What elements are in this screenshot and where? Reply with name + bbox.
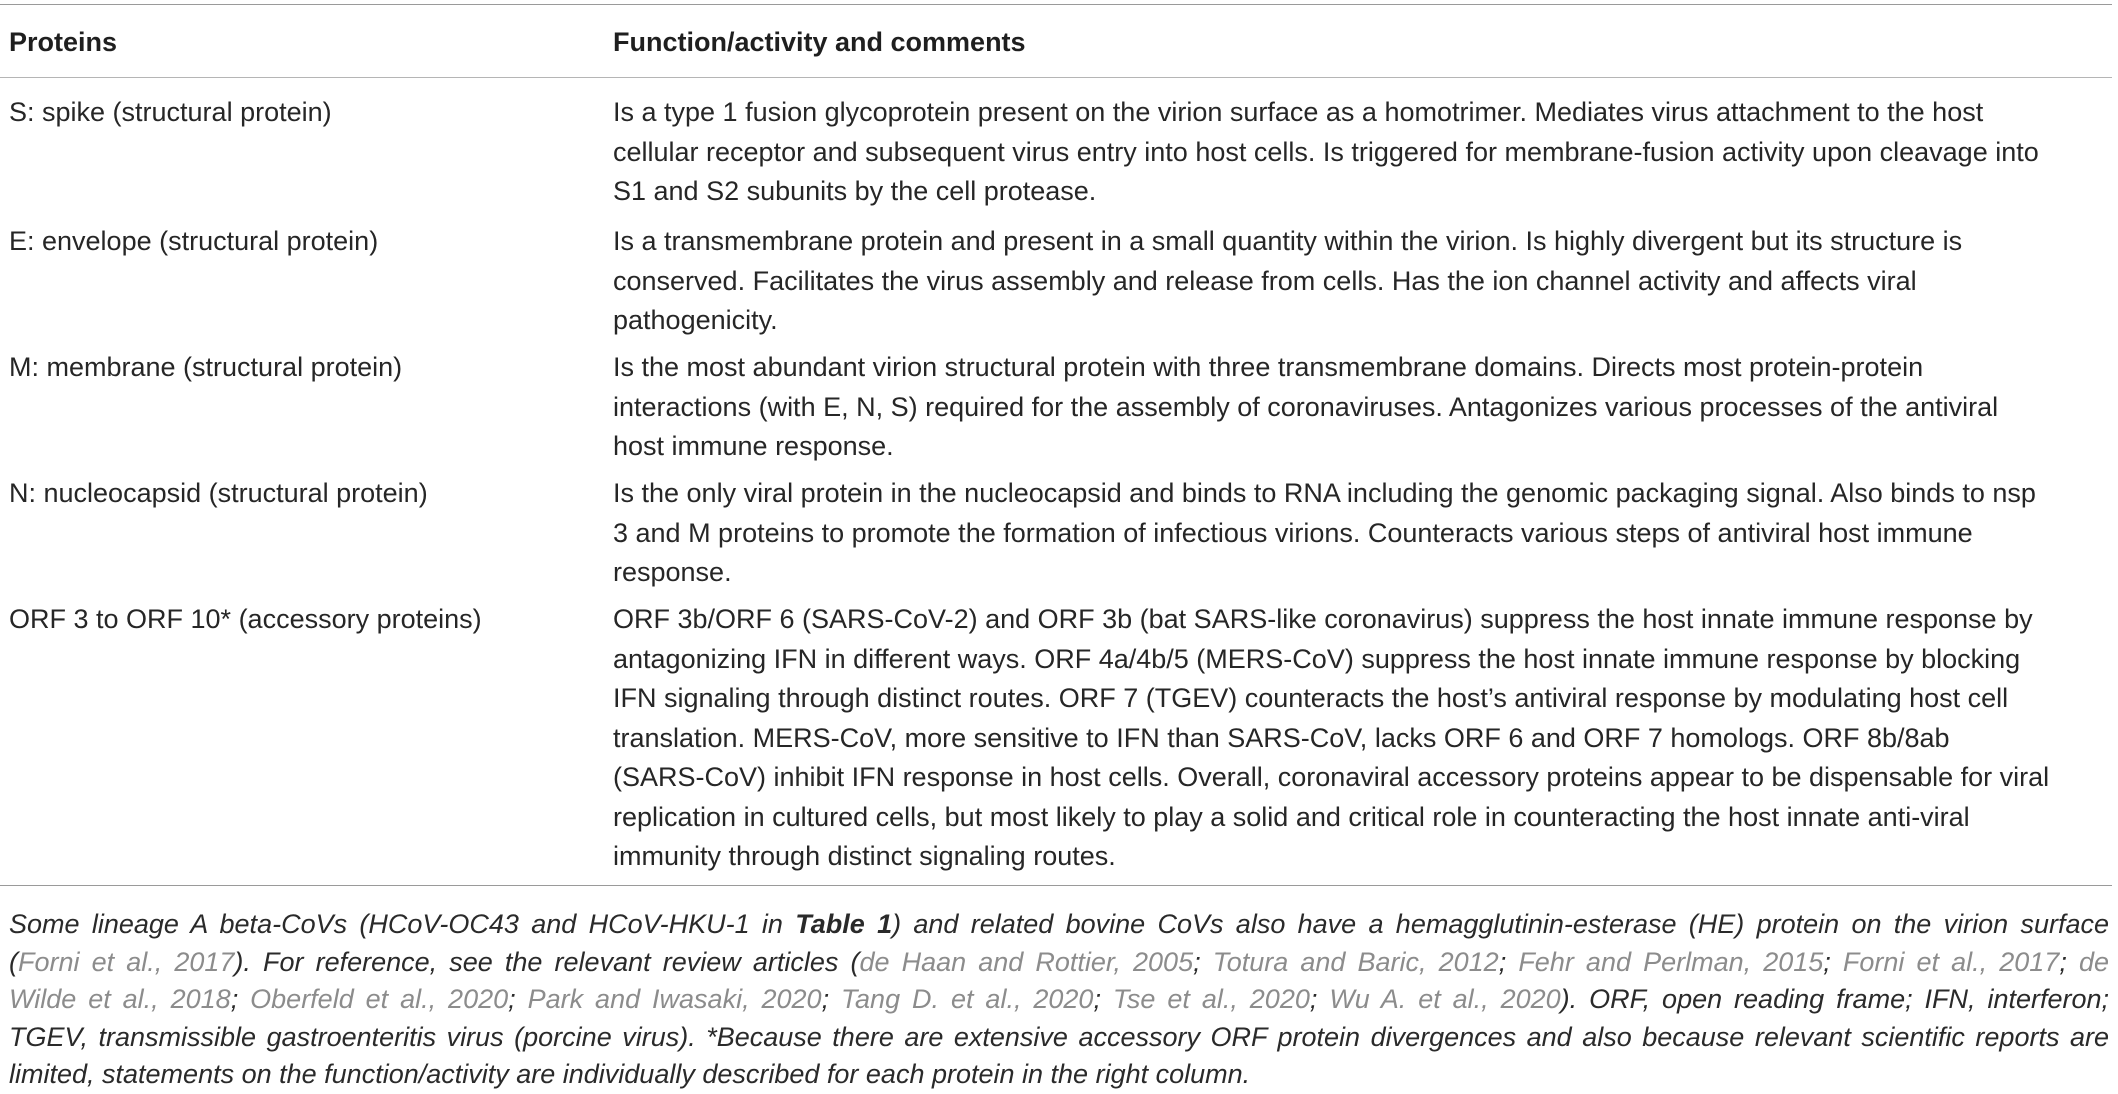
footnote-text: Some lineage A beta-CoVs (HCoV-OC43 and HCoV-HKU-1 in — [9, 909, 796, 939]
protein-name: M: membrane (structural protein) — [9, 352, 403, 382]
function-line: replication in cultured cells, but most likely to play a solid and critical role in counteracting the host innate anti-viral — [613, 801, 1970, 832]
protein-name: ORF 3 to ORF 10* (accessory proteins) — [9, 604, 482, 634]
protein-function — [613, 474, 2113, 593]
citation-link[interactable]: Forni et al., 2017 — [1842, 946, 2060, 977]
protein-function — [613, 600, 2113, 877]
function-line: cellular receptor and subsequent virus entry into host cells. Is triggered for membrane-fusion activity upon cleavage into — [613, 136, 2039, 167]
footnote-separator: ; — [1193, 946, 1213, 977]
footnote-text: ). For reference, see the relevant review articles ( — [234, 946, 860, 977]
citation-link[interactable]: Wilde et al., 2018 — [9, 984, 231, 1014]
protein-name: S: spike (structural protein) — [9, 97, 332, 127]
footnote-separator: ; — [1309, 984, 1330, 1014]
function-line: host immune response. — [613, 431, 894, 461]
citation-link[interactable]: Park and Iwasaki, 2020 — [527, 984, 822, 1014]
function-line: conserved. Facilitates the virus assembly and release from cells. Has the ion channel activity and affects viral — [613, 265, 1917, 296]
footnote-text: ). ORF, open reading frame; IFN, interferon; — [1560, 984, 2110, 1014]
footnote-line — [9, 981, 2109, 1019]
header-rule — [0, 77, 2112, 78]
footnote-separator: ; — [1823, 946, 1843, 977]
function-line: Is the most abundant virion structural protein with three transmembrane domains. Directs most protein-protein — [613, 352, 1924, 382]
function-line: Is the only viral protein in the nucleocapsid and binds to RNA including the genomic packaging signal. Also binds to nsp — [613, 478, 2036, 508]
protein-name: E: envelope (structural protein) — [9, 226, 379, 256]
function-line: S1 and S2 subunits by the cell protease. — [613, 176, 1097, 206]
citation-link[interactable]: de Haan and Rottier, 2005 — [859, 946, 1194, 977]
footnote-text: ( — [9, 946, 18, 977]
footnote-line: limited, statements on the function/activity are individually described for each protein in the right column. — [9, 1059, 1251, 1089]
protein-name: N: nucleocapsid (structural protein) — [9, 478, 428, 508]
function-line: (SARS-CoV) inhibit IFN response in host cells. Overall, coronaviral accessory proteins appear to be dispensable for viral — [613, 762, 2050, 792]
table-top-rule — [0, 4, 2112, 5]
function-line: 3 and M proteins to promote the formation of infectious virions. Counteracts various steps of antiviral host immune — [613, 517, 1973, 548]
function-line: immunity through distinct signaling routes. — [613, 841, 1116, 871]
footnote-separator: ; — [2059, 946, 2079, 977]
citation-link[interactable]: Tang D. et al., 2020 — [841, 984, 1094, 1014]
function-line: IFN signaling through distinct routes. ORF 7 (TGEV) counteracts the host’s antiviral response by modulating host cell — [613, 683, 2009, 713]
table-footnote — [9, 906, 2109, 1094]
footnote-separator: ; — [1093, 984, 1113, 1014]
function-line: response. — [613, 557, 732, 587]
table-1-link[interactable]: Table 1 — [795, 909, 893, 939]
function-line: antagonizing IFN in different ways. ORF 4a/4b/5 (MERS-CoV) suppress the host innate immune response by blocking — [613, 643, 2021, 674]
citation-link[interactable]: Oberfeld et al., 2020 — [250, 984, 509, 1014]
column-header-function: Function/activity and comments — [613, 27, 1026, 57]
protein-function — [613, 348, 2113, 467]
citation-link[interactable]: de — [2078, 946, 2109, 977]
citation-link[interactable]: Totura and Baric, 2012 — [1212, 946, 1499, 977]
footnote-line — [9, 944, 2109, 982]
footnote-separator: ; — [1498, 946, 1519, 977]
citation-link[interactable]: Fehr and Perlman, 2015 — [1518, 946, 1824, 977]
protein-function — [613, 222, 2113, 341]
column-header-proteins: Proteins — [9, 27, 118, 57]
function-line: Is a transmembrane protein and present in a small quantity within the virion. Is highly divergent but its structure is — [613, 226, 1963, 256]
function-line: Is a type 1 fusion glycoprotein present on the virion surface as a homotrimer. Mediates virus attachment to the host — [613, 97, 1984, 127]
table-bottom-rule — [0, 885, 2112, 886]
function-line: translation. MERS-CoV, more sensitive to IFN than SARS-CoV, lacks ORF 6 and ORF 7 homologs. ORF 8b/8ab — [613, 722, 1950, 753]
footnote-line — [9, 906, 2109, 944]
protein-function — [613, 93, 2113, 212]
citation-link[interactable]: Forni et al., 2017 — [18, 946, 235, 977]
footnote-separator: ; — [821, 984, 842, 1014]
citation-link[interactable]: Wu A. et al., 2020 — [1329, 984, 1561, 1014]
footnote-separator: ; — [230, 984, 251, 1014]
function-line: pathogenicity. — [613, 305, 778, 335]
citation-link[interactable]: Tse et al., 2020 — [1112, 984, 1310, 1014]
footnote-separator: ; — [508, 984, 528, 1014]
footnote-line: TGEV, transmissible gastroenteritis virus (porcine virus). *Because there are extensive accessory ORF protein divergences and also because relevant scientific reports are — [9, 1021, 2109, 1052]
function-line: interactions (with E, N, S) required for the assembly of coronaviruses. Antagonizes various processes of the antiviral — [613, 391, 1999, 422]
function-line: ORF 3b/ORF 6 (SARS-CoV-2) and ORF 3b (bat SARS-like coronavirus) suppress the host innate immune response by — [613, 604, 2033, 634]
footnote-text: ) and related bovine CoVs also have a hemagglutinin-esterase (HE) protein on the virion surface — [892, 909, 2109, 939]
